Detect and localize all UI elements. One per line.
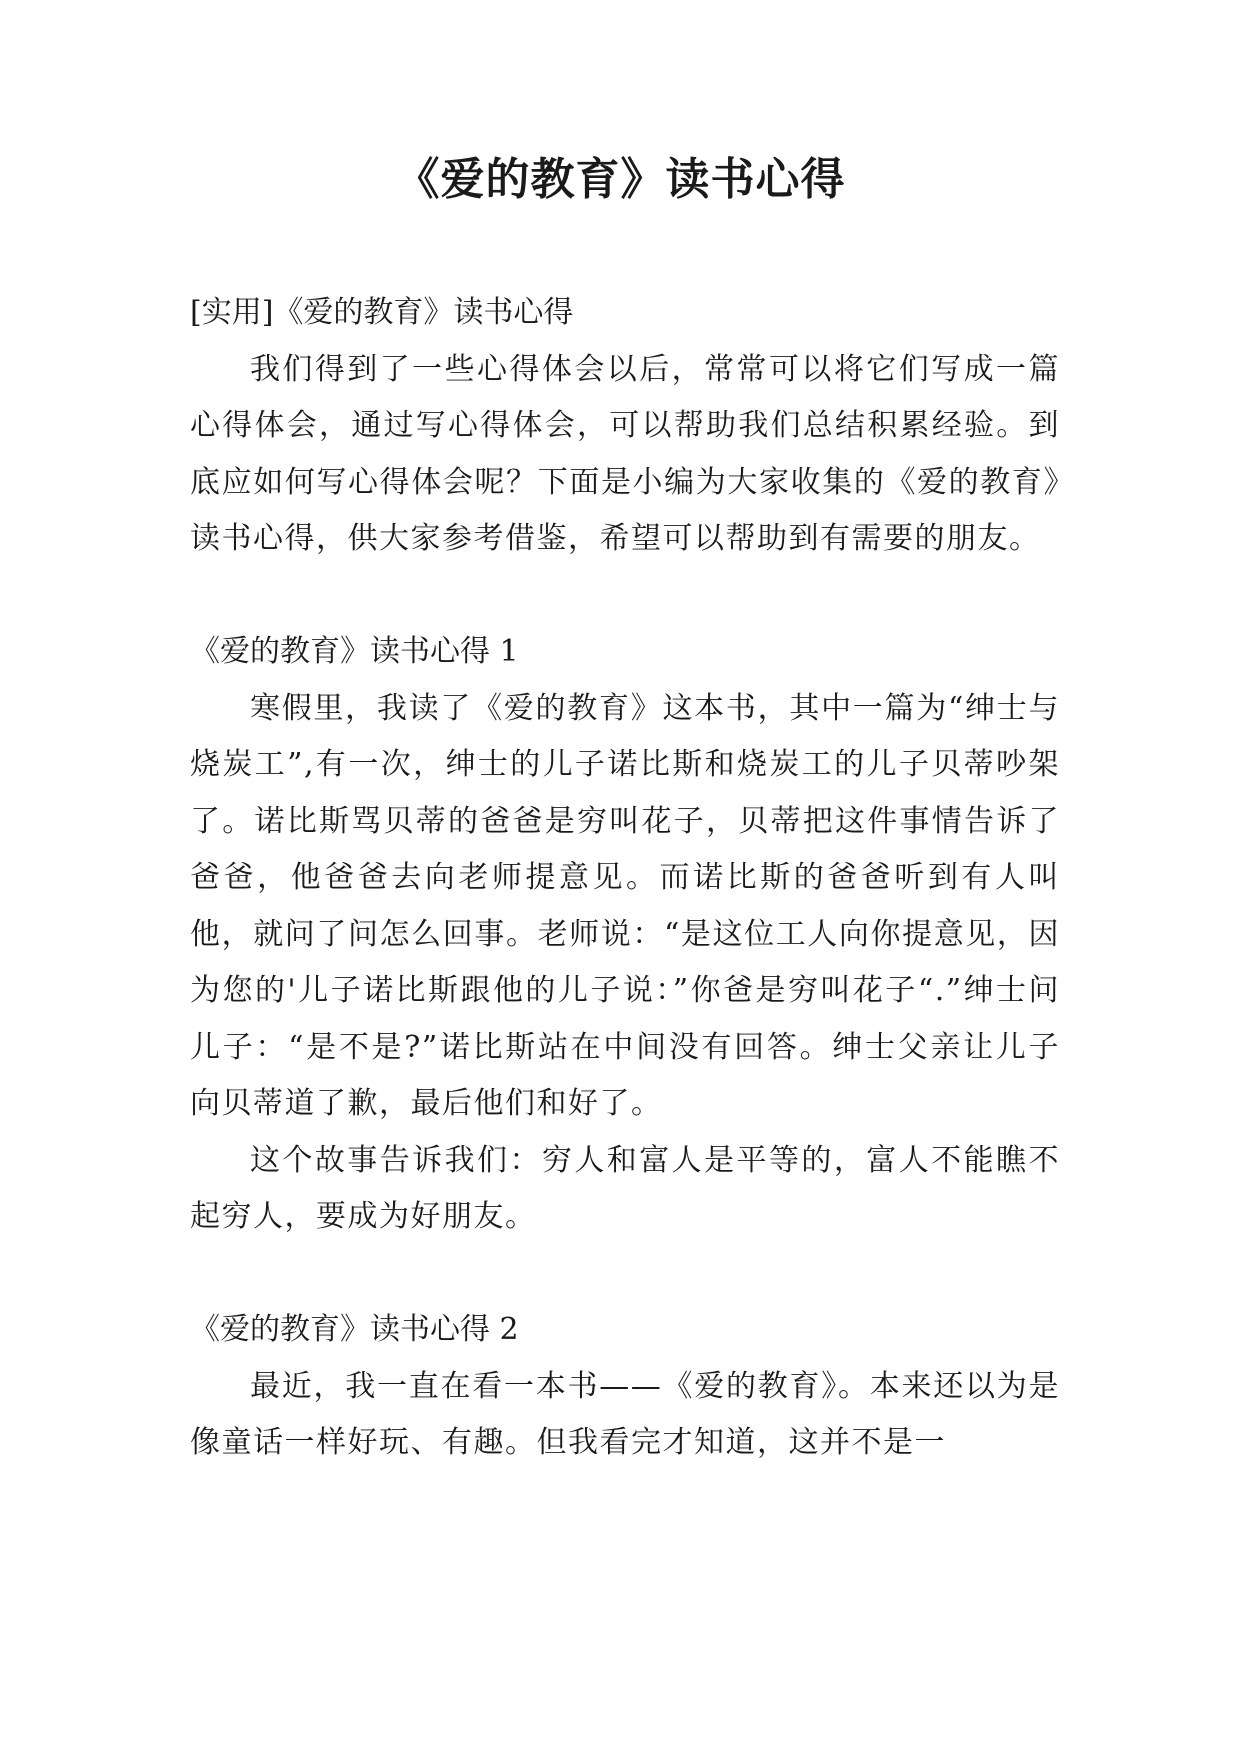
document-subtitle: [实用]《爱的教育》读书心得	[190, 295, 574, 330]
intro-paragraph: 我们得到了一些心得体会以后，常常可以将它们写成一篇心得体会，通过写心得体会，可以帮助我们总结积累经验。到底应如何写心得体会呢？下面是小编为大家收集的《爱的教育》读书心得，供大家参考借鉴，希望可以帮助到有需要的朋友。	[190, 351, 1060, 556]
section-gap	[190, 1246, 1060, 1303]
section-1-paragraph-1: 寒假里，我读了《爱的教育》这本书，其中一篇为“绅士与烧炭工”,有一次，绅士的儿子诺比斯和烧炭工的儿子贝蒂吵架了。诺比斯骂贝蒂的爸爸是穷叫花子，贝蒂把这件事情告诉了爸爸，他爸爸去向老师提意见。而诺比斯的爸爸听到有人叫他，就问了问怎么回事。老师说：“是这位工人向你提意见，因为您的'儿子诺比斯跟他的儿子说：”你爸是穷叫花子“.”绅士问儿子：“是不是?”诺比斯站在中间没有回答。绅士父亲让儿子向贝蒂道了歉，最后他们和好了。	[190, 690, 1060, 1121]
section-2-paragraph-1: 最近，我一直在看一本书——《爱的教育》。本来还以为是像童话一样好玩、有趣。但我看完才知道，这并不是一	[190, 1368, 1060, 1460]
section-heading-2: 《爱的教育》读书心得 2	[190, 1312, 519, 1347]
document-title: 《爱的教育》读书心得	[395, 154, 846, 205]
section-1-paragraph-2: 这个故事告诉我们：穷人和富人是平等的，富人不能瞧不起穷人，要成为好朋友。	[190, 1142, 1060, 1234]
section-gap	[190, 568, 1060, 625]
section-heading-1: 《爱的教育》读书心得 1	[190, 634, 519, 669]
document-body	[190, 285, 1060, 1472]
